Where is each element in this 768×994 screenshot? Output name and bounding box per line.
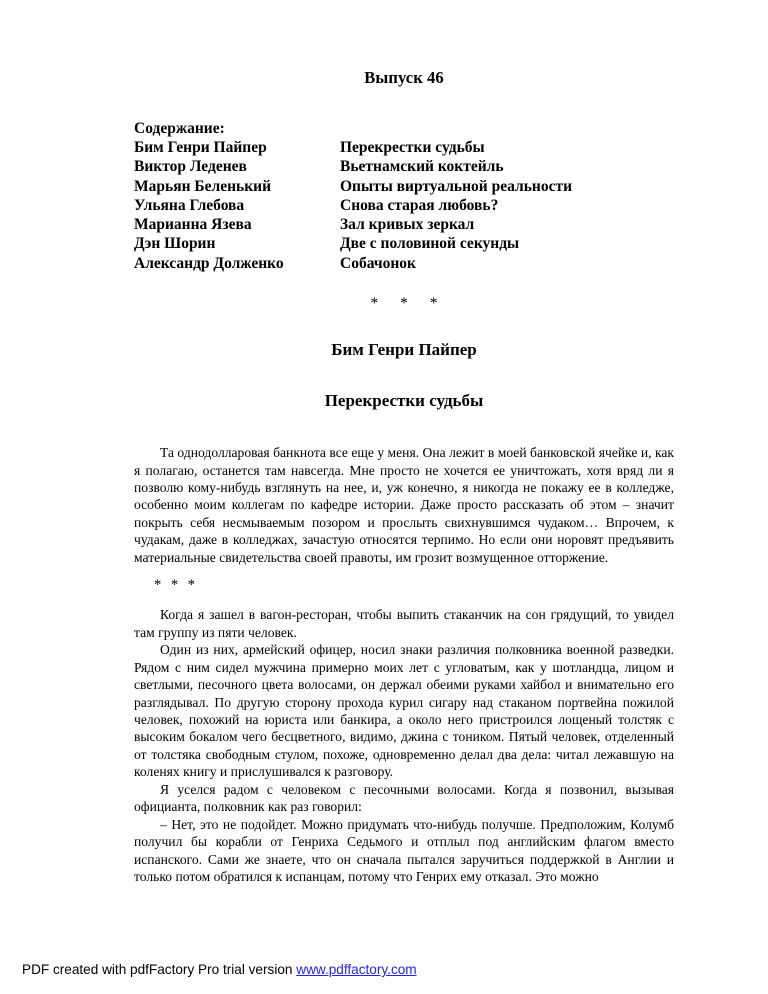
- toc-author: Марьян Беленький: [134, 177, 272, 195]
- toc-story: Опыты виртуальной реальности: [340, 177, 573, 195]
- paragraph: Я уселся радом с человеком с песочными волосами. Когда я позвонил, вызывая официанта, полковник как раз говорил:: [134, 781, 674, 815]
- table-of-contents: [134, 138, 670, 273]
- toc-author: Александр Долженко: [134, 254, 284, 272]
- table-row: [134, 138, 670, 157]
- paragraph: Один из них, армейский офицер, носил знаки различия полковника военной разведки. Рядом с ним сидел мужчина примерно моих лет с угловатым, как у шотландца, лицом и светлыми, песочного цвета волосами, он держал обеими руками хайбол и внимательно его разглядывал. По другую сторону прохода курил сигару над стаканом портвейна пожилой человек, похожий на юриста или банкира, а около него пристроился лощеный толстяк с высоким бокалом чего бесцветного, видимо, джина с тоником. Пятый человек, отделенный от толстяка свободным стулом, похоже, одновременно делал два дела: читал лежавшую на коленях книгу и прислушивался к разговору.: [134, 642, 674, 780]
- toc-story: Зал кривых зеркал: [340, 216, 475, 234]
- toc-story: Две с половиной секунды: [340, 235, 520, 253]
- toc-story: Собачонок: [340, 254, 416, 272]
- issue-title: Выпуск 46: [364, 68, 444, 87]
- section-separator-stars: * * *: [370, 295, 447, 313]
- toc-story: Перекрестки судьбы: [340, 139, 485, 156]
- paragraph: – Нет, это не подойдет. Можно придумать что-нибудь получше. Предположим, Колумб получил бы корабли от Генриха Седьмого и отплыл под английским флагом вместо испанского. Сами же знаете, что он сначала пытался заручиться поддержкой в Англии и только потом обратился к испанцам, потому что Генрих ему отказал. Это можно: [134, 816, 674, 885]
- table-row: [134, 234, 670, 253]
- toc-author: Виктор Леденев: [134, 158, 247, 176]
- story-body-part-one: [134, 411, 674, 566]
- toc-author: Бим Генри Пайпер: [134, 139, 267, 156]
- pdffactory-link[interactable]: www.pdffactory.com: [296, 962, 417, 977]
- table-row: [134, 215, 670, 234]
- paragraph: Та однодолларовая банкнота все еще у меня. Она лежит в моей банковской ячейке и, как я полагаю, останется там навсегда. Мне просто не хочется ее уничтожать, хотя вряд ли я позволю кому-нибудь взглянуть на нее, и, уж конечно, я никогда не покажу ее в колледже, особенно моим коллегам по кафедре истории. Даже просто рассказать об этом – значит покрыть себя несмываемым позором и прослыть свихнувшимся чудаком… Впрочем, к чудакам, даже в колледжах, зачастую относятся терпимо. Но если они норовят предъявить материальные свидетельства своей правоты, им грозит возмущенное отторжение.: [134, 445, 674, 565]
- table-row: [134, 254, 670, 273]
- inline-separator-stars: * * *: [154, 577, 198, 594]
- paragraph: Когда я зашел в вагон-ресторан, чтобы выпить стаканчик на сон грядущий, то увидел там группу из пяти человек.: [134, 607, 674, 640]
- contents-label: Содержание:: [134, 120, 225, 137]
- toc-story: Вьетнамский коктейль: [340, 158, 504, 176]
- watermark-text: PDF created with pdfFactory Pro trial version: [22, 962, 297, 977]
- toc-body: [134, 138, 670, 273]
- toc-story: Снова старая любовь?: [340, 196, 499, 214]
- story-author-heading: Бим Генри Пайпер: [331, 340, 477, 360]
- table-row: [134, 157, 670, 176]
- toc-author: Ульяна Глебова: [134, 196, 245, 214]
- story-body-part-two: [134, 594, 674, 885]
- toc-author: Марианна Язева: [134, 216, 252, 234]
- page-content: [134, 0, 674, 886]
- pdf-watermark-footer: [22, 962, 417, 977]
- toc-author: Дэн Шорин: [134, 235, 216, 253]
- table-row: [134, 177, 670, 196]
- table-row: [134, 196, 670, 215]
- story-title-heading: Перекрестки судьбы: [324, 391, 484, 411]
